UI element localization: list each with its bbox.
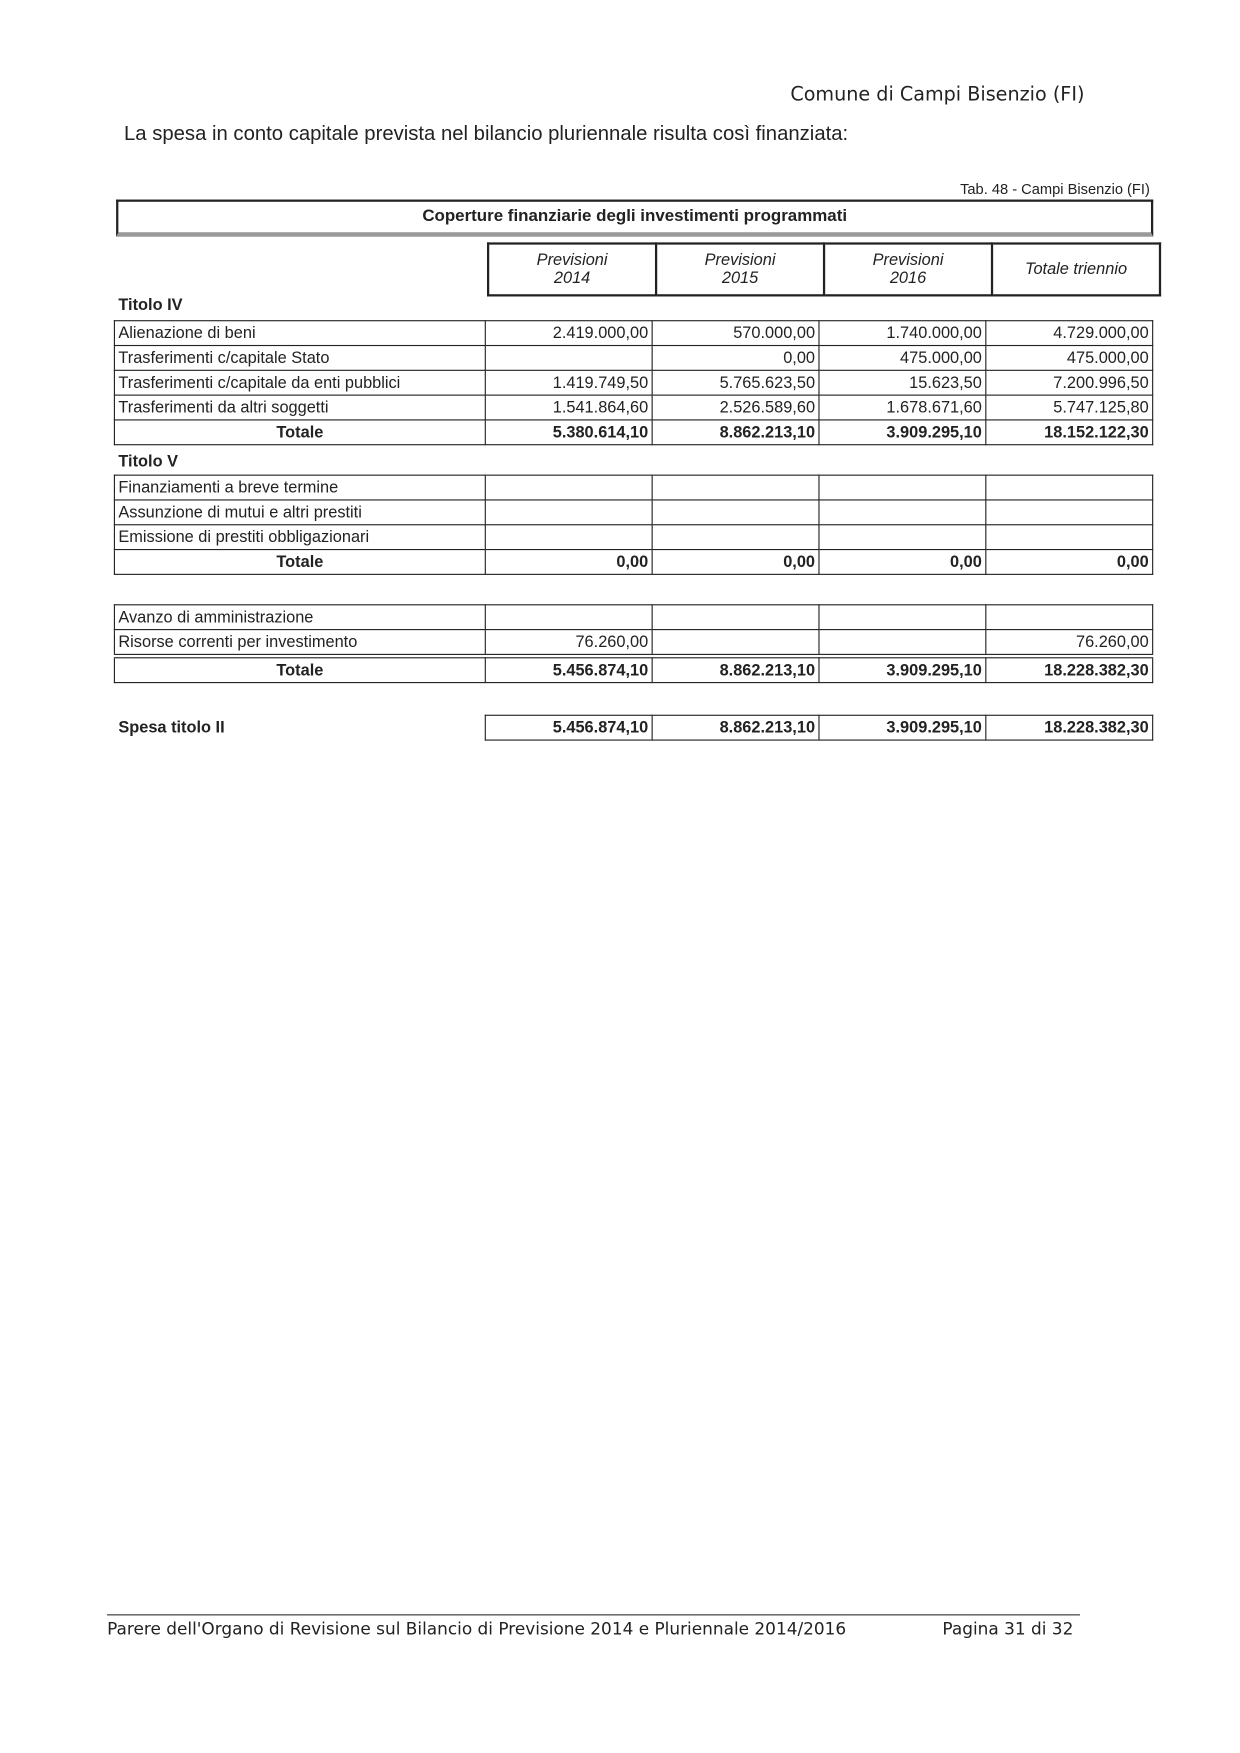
row-label: Totale (114, 656, 485, 682)
spesa-label: Spesa titolo II (118, 719, 225, 738)
row-label: Totale (114, 420, 485, 445)
value-cell: 0,00 (652, 346, 819, 371)
row-label: Trasferimenti c/capitale Stato (114, 346, 485, 371)
row-label: Assunzione di mutui e altri prestiti (114, 500, 485, 525)
value-cell (485, 475, 652, 500)
footer-divider (107, 1614, 1080, 1615)
value-cell: 18.152.122,30 (986, 420, 1153, 445)
value-cell (819, 525, 986, 550)
value-cell: 3.909.295,10 (819, 420, 986, 445)
value-cell: 0,00 (485, 550, 652, 575)
value-cell (986, 605, 1153, 630)
column-header: Totale triennio (992, 243, 1160, 295)
table-row (114, 525, 1152, 550)
total-row (114, 656, 1152, 682)
spesa-table (485, 715, 1153, 741)
value-cell: 1.740.000,00 (819, 321, 986, 346)
value-cell: 0,00 (652, 550, 819, 575)
row-label: Avanzo di amministrazione (114, 605, 485, 630)
intro-text: La spesa in conto capitale prevista nel bilancio pluriennale risulta così finanziata: (124, 121, 849, 145)
value-cell: 8.862.213,10 (652, 656, 819, 682)
table-reference: Tab. 48 - Campi Bisenzio (FI) (960, 180, 1150, 198)
table-row (114, 475, 1152, 500)
value-cell: 5.765.623,50 (652, 370, 819, 395)
row-label: Trasferimenti c/capitale da enti pubblici (114, 370, 485, 395)
value-cell: 1.541.864,60 (485, 395, 652, 420)
row-label: Emissione di prestiti obbligazionari (114, 525, 485, 550)
value-cell (986, 475, 1153, 500)
value-cell: 8.862.213,10 (652, 420, 819, 445)
value-cell: 7.200.996,50 (986, 370, 1153, 395)
value-cell: 15.623,50 (819, 370, 986, 395)
footer-text: Parere dell'Organo di Revisione sul Bilancio di Previsione 2014 e Pluriennale 2014/2016 (107, 1618, 847, 1640)
value-cell (819, 500, 986, 525)
org-header: Comune di Campi Bisenzio (FI) (790, 83, 1085, 106)
section-titolo-v: Titolo V (118, 453, 179, 472)
spesa-value: 5.456.874,10 (485, 715, 652, 740)
titolo-v-table (114, 475, 1153, 575)
value-cell: 2.419.000,00 (485, 321, 652, 346)
value-cell (485, 346, 652, 371)
table-row (114, 346, 1152, 371)
value-cell (986, 525, 1153, 550)
table-row (114, 321, 1152, 346)
value-cell: 1.419.749,50 (485, 370, 652, 395)
spesa-value: 3.909.295,10 (819, 715, 986, 740)
value-cell (652, 525, 819, 550)
column-header: Previsioni 2014 (488, 243, 656, 295)
total-row (114, 420, 1152, 445)
value-cell (819, 630, 986, 656)
value-cell: 0,00 (819, 550, 986, 575)
value-cell (652, 475, 819, 500)
value-cell: 5.456.874,10 (485, 656, 652, 682)
table-row (114, 370, 1152, 395)
section-titolo-iv: Titolo IV (118, 296, 183, 315)
table-row (114, 500, 1152, 525)
value-cell (652, 500, 819, 525)
value-cell: 5.747.125,80 (986, 395, 1153, 420)
value-cell: 0,00 (986, 550, 1153, 575)
table-title: Coperture finanziarie degli investimenti programmati (116, 200, 1153, 237)
row-label: Finanziamenti a breve termine (114, 475, 485, 500)
table-row (114, 630, 1152, 656)
value-cell (652, 630, 819, 656)
value-cell (986, 500, 1153, 525)
spesa-value: 8.862.213,10 (652, 715, 819, 740)
row-label: Totale (114, 550, 485, 575)
value-cell: 1.678.671,60 (819, 395, 986, 420)
row-label: Risorse correnti per investimento (114, 630, 485, 656)
titolo-iv-table (114, 320, 1153, 445)
value-cell: 570.000,00 (652, 321, 819, 346)
page-number: Pagina 31 di 32 (942, 1618, 1074, 1640)
value-cell: 76.260,00 (485, 630, 652, 656)
value-cell (819, 475, 986, 500)
value-cell (485, 500, 652, 525)
value-cell (819, 605, 986, 630)
total-row (114, 550, 1152, 575)
value-cell (485, 525, 652, 550)
row-label: Alienazione di beni (114, 321, 485, 346)
value-cell: 3.909.295,10 (819, 656, 986, 682)
value-cell (652, 605, 819, 630)
value-cell: 4.729.000,00 (986, 321, 1153, 346)
column-header: Previsioni 2015 (656, 243, 824, 295)
value-cell: 475.000,00 (819, 346, 986, 371)
altre-fonti-table (114, 604, 1153, 683)
value-cell: 18.228.382,30 (986, 656, 1153, 682)
column-header: Previsioni 2016 (824, 243, 992, 295)
value-cell (485, 605, 652, 630)
value-cell: 76.260,00 (986, 630, 1153, 656)
value-cell: 475.000,00 (986, 346, 1153, 371)
table-row (114, 605, 1152, 630)
row-label: Trasferimenti da altri soggetti (114, 395, 485, 420)
table-row (114, 395, 1152, 420)
value-cell: 2.526.589,60 (652, 395, 819, 420)
column-headers (487, 242, 1161, 296)
value-cell: 5.380.614,10 (485, 420, 652, 445)
spesa-value: 18.228.382,30 (986, 715, 1153, 740)
